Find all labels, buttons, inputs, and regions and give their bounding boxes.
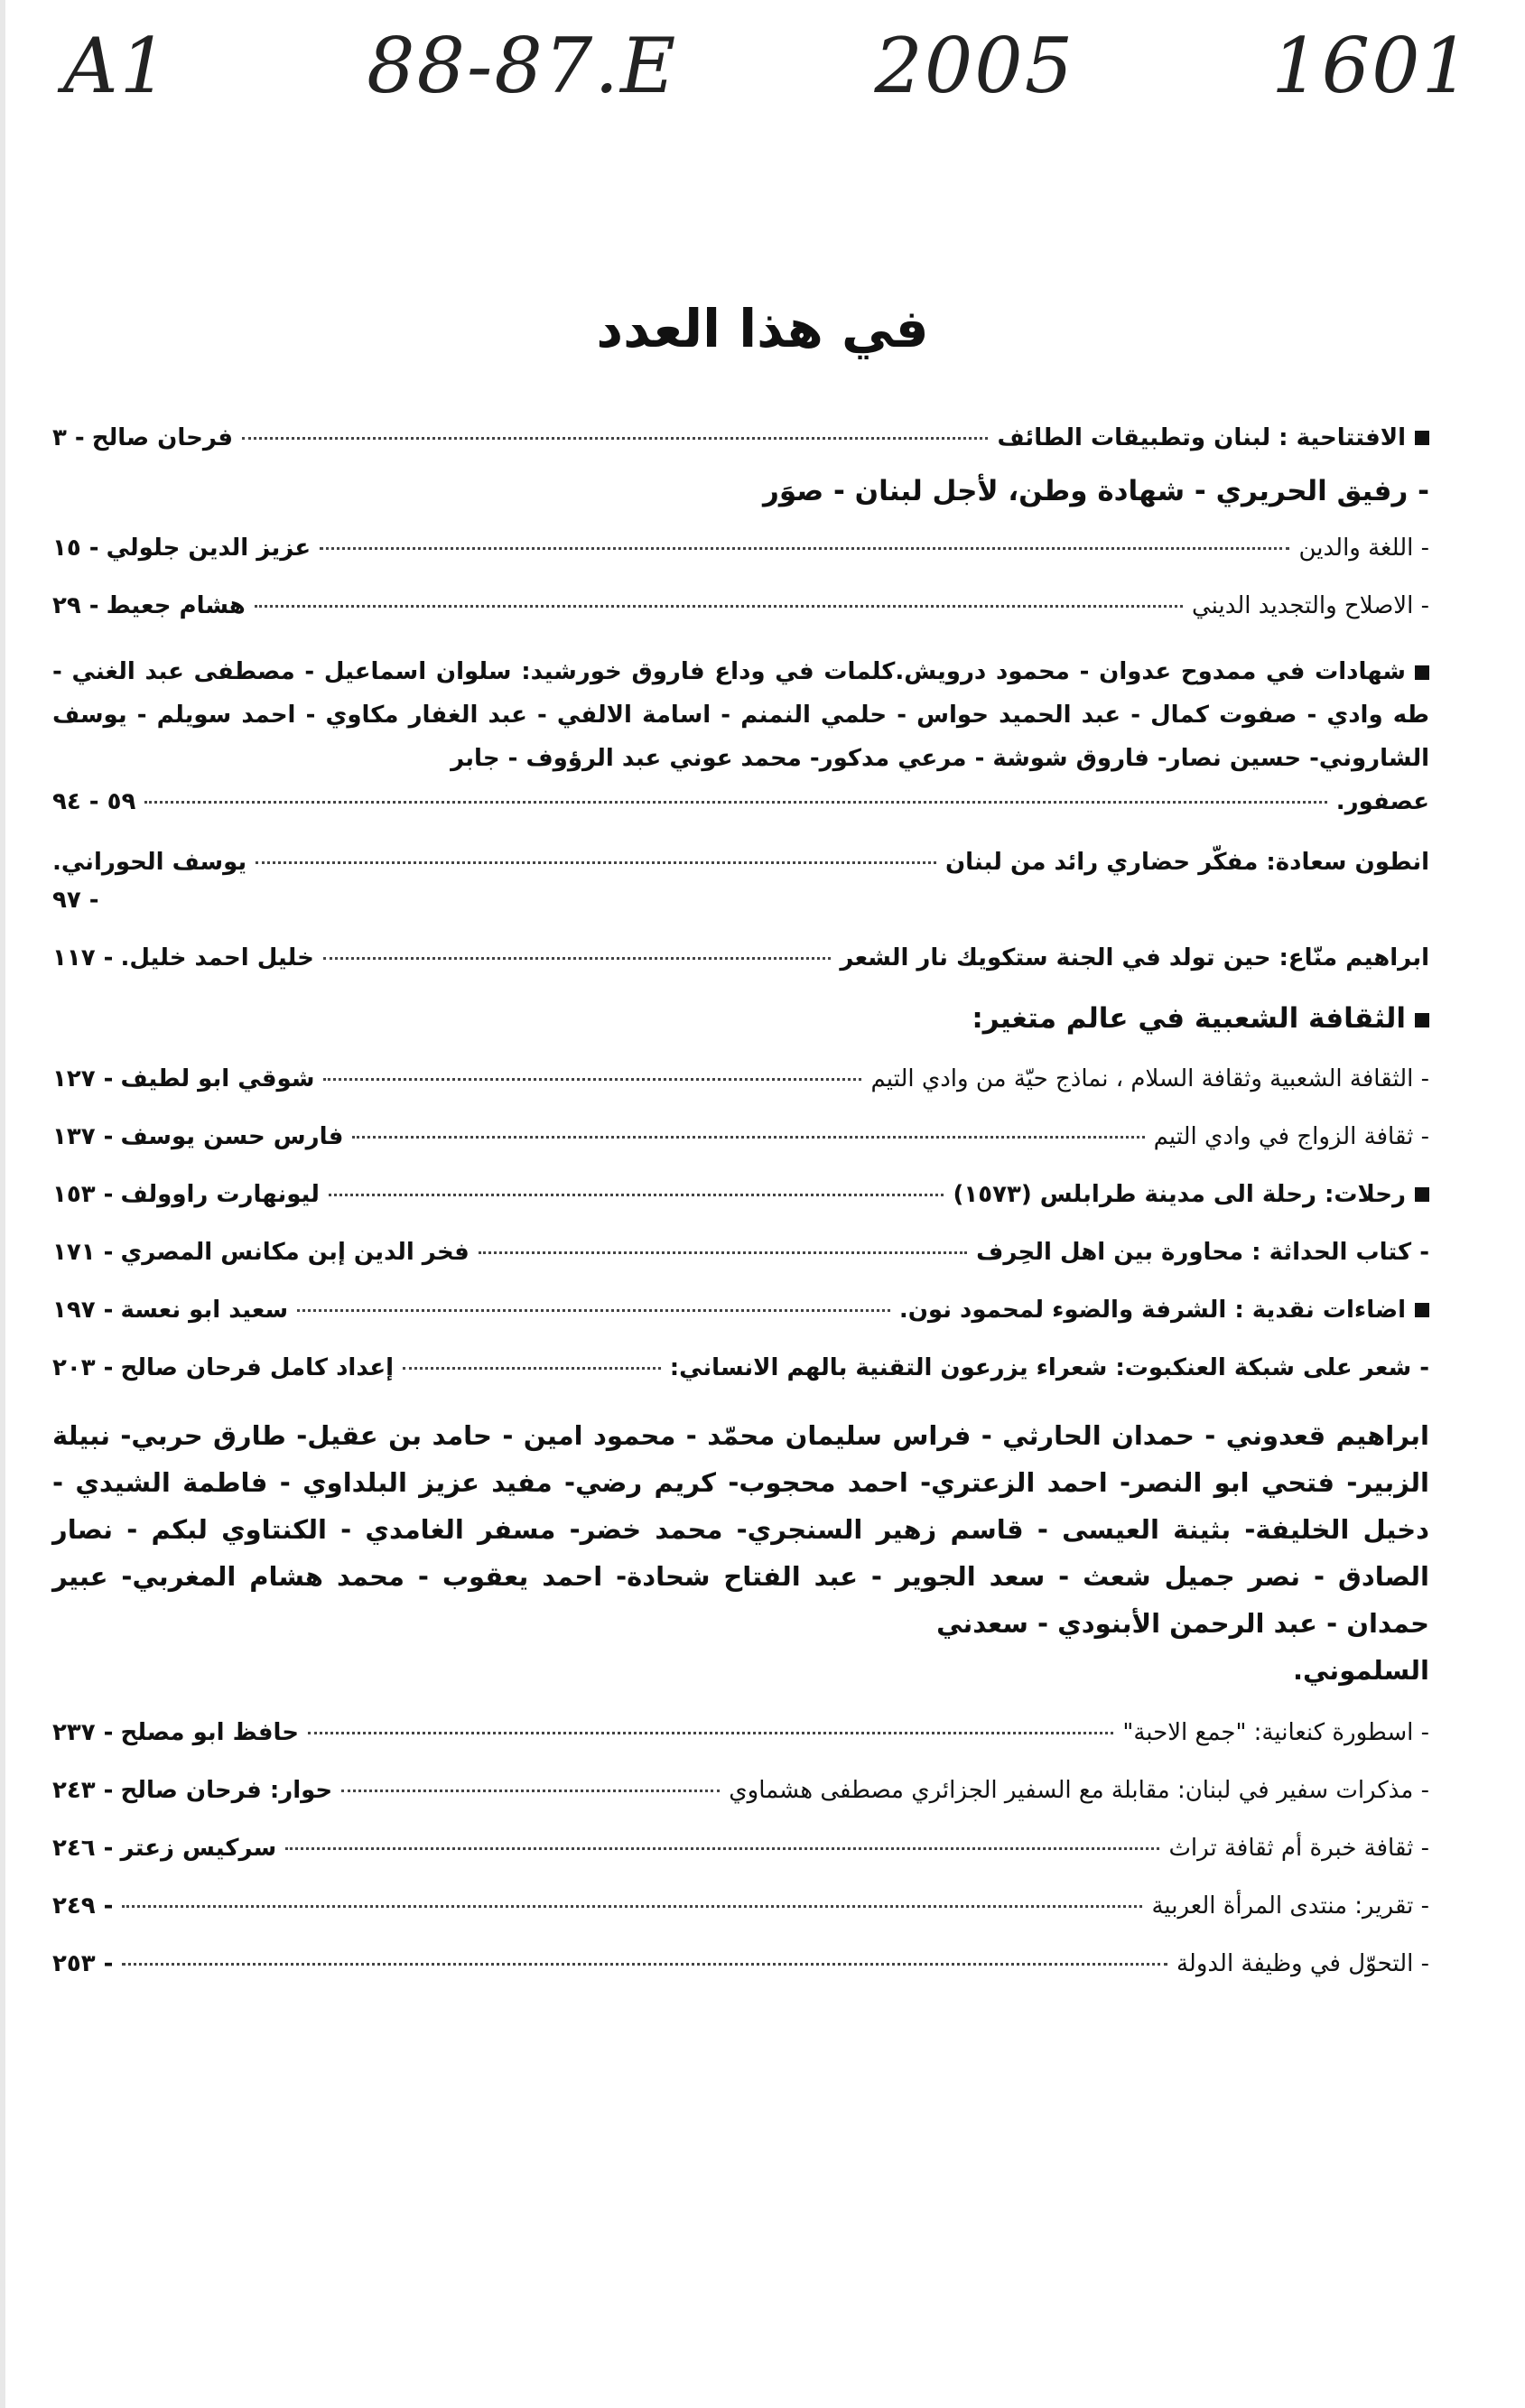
dot-leader (255, 605, 1183, 608)
dot-leader (144, 801, 1326, 804)
entry-page: - ١٢٧ (52, 1065, 114, 1092)
entry-text-last: عصفور. (1335, 788, 1429, 815)
dot-leader (297, 1309, 890, 1312)
entry-title: ابراهيم منّاع: حين تولد في الجنة ستكويك نار الشعر (840, 944, 1429, 972)
dot-leader (329, 1194, 944, 1196)
dot-leader (479, 1251, 967, 1254)
entry-page: - ٣ (52, 424, 85, 451)
entry-title: - اللغة والدين (1298, 535, 1429, 562)
dot-leader (242, 437, 988, 440)
entry-title: - الاصلاح والتجديد الديني (1191, 592, 1429, 619)
toc-entry-ankabut (52, 1354, 1429, 1381)
entry-title: - التحوّل في وظيفة الدولة (1176, 1950, 1429, 1977)
toc-entry-mudhakkirat (52, 1777, 1429, 1804)
entry-text: ابراهيم قعدوني - حمدان الحارثي - فراس سليمان محمّد - محمود امين - حامد بن عقيل- طارق حربي- نبيلة الزبير- فتحي ابو النصر- احمد الزعتري- احمد محجوب- كريم رضي- مفيد عزيز البلداوي - فاطمة الشيدي - دخيل الخليفة- بثينة العيسى - قاسم زهير السنجري- محمد خضر- مسفر الغامدي - الكنتاوي لبكم - نصار الصادق - نصر جميل شعث - سعد الجوير - عبد الفتاح شحادة- احمد يعقوب - محمد هشام المغربي- عبير حمدان - عبد الرحمن الأبنودي - سعدني (52, 1420, 1429, 1639)
square-bullet-icon (1415, 1303, 1429, 1317)
toc-entry-salam (52, 1065, 1429, 1092)
toc-entry-saada (52, 849, 1429, 914)
toc-entry-islah (52, 592, 1429, 619)
square-bullet-icon (1415, 431, 1429, 445)
entry-title: - ثقافة خبرة أم ثقافة تراث (1168, 1835, 1429, 1862)
toc-entry-hadatha (52, 1239, 1429, 1266)
entry-author: خليل احمد خليل. (120, 944, 314, 972)
toc-entry-zawaj (52, 1123, 1429, 1150)
entry-line (52, 849, 1429, 876)
entry-author: فخر الدين إبن مكانس المصري (120, 1239, 470, 1266)
entry-title: - رفيق الحريري - شهادة وطن، لأجل لبنان - صوَر (762, 475, 1429, 507)
dot-leader (403, 1367, 661, 1370)
entry-page: - ١٣٧ (52, 1123, 114, 1150)
entry-page: - ٢٤٣ (52, 1777, 114, 1804)
dot-leader (323, 1078, 861, 1081)
entry-author: فارس حسن يوسف (120, 1123, 344, 1150)
entry-title: - ثقافة الزواج في وادي التيم (1153, 1123, 1429, 1150)
toc-entry-idaat (52, 1297, 1429, 1324)
entry-text-last: السلموني. (1292, 1655, 1429, 1686)
handwritten-catalog-note (63, 16, 1472, 116)
section-heading-thaqafa (52, 1002, 1429, 1035)
dot-leader (320, 547, 1289, 550)
entry-title: انطون سعادة: مفكّر حضاري رائد من لبنان (944, 849, 1429, 876)
square-bullet-icon (1415, 1187, 1429, 1202)
entry-tail (52, 780, 1429, 823)
entry-page: - ٢٩ (52, 592, 99, 619)
entry-text: شهادات في ممدوح عدوان - محمود درويش.كلمات في وداع فاروق خورشيد: سلوان اسماعيل - مصطفى عبد الغني - طه وادي - صفوت كمال - عبد الحميد حواس - حلمي النمنم - اسامة الالفي - عبد الغفار مكاوي - احمد سويلم - يوسف الشاروني- حسين نصار- فاروق شوشة - مرعي مدكور- محمد عوني عبد الرؤوف - جابر (52, 658, 1429, 772)
toc-entry-khibra (52, 1835, 1429, 1862)
square-bullet-icon (1415, 665, 1429, 680)
entry-page: - ١٥٣ (52, 1181, 114, 1208)
section-heading-text: الثقافة الشعبية في عالم متغير: (972, 1002, 1406, 1035)
entry-author: سعيد ابو نعسة (120, 1297, 289, 1324)
toc-entry-shahadat (52, 650, 1429, 823)
dot-leader (256, 861, 936, 864)
handwritten-year: 2005 (874, 22, 1075, 110)
entry-page: - ١١٧ (52, 944, 114, 972)
entry-author: حوار: فرحان صالح (120, 1777, 333, 1804)
entry-page: - ٢٠٣ (52, 1354, 114, 1381)
dot-leader (308, 1732, 1113, 1734)
handwritten-code: 88-87.E (367, 22, 678, 110)
handwritten-number: 1601 (1271, 22, 1472, 110)
entry-title: - مذكرات سفير في لبنان: مقابلة مع السفير الجزائري مصطفى هشماوي (729, 1777, 1429, 1804)
square-bullet-icon (1415, 1013, 1429, 1027)
entry-author: سركيس زعتر (120, 1835, 277, 1862)
entry-page: - ١٩٧ (52, 1297, 114, 1324)
entry-author: عزيز الدين جلولي (106, 535, 312, 562)
toc-entry-rahalat (52, 1181, 1429, 1208)
entry-page: - ٢٥٣ (52, 1950, 114, 1977)
entry-page: ٥٩ - ٩٤ (52, 788, 136, 815)
toc-entry-manaa (52, 944, 1429, 972)
entry-page: - ٢٤٦ (52, 1835, 114, 1862)
entry-title: - الثقافة الشعبية وثقافة السلام ، نماذج حيّة من وادي التيم (870, 1065, 1429, 1092)
entry-page: - ١٧١ (52, 1239, 114, 1266)
dot-leader (285, 1847, 1159, 1850)
handwritten-left: A1 (63, 22, 171, 110)
dot-leader (323, 957, 832, 960)
entry-title: اضاءات نقدية : الشرفة والضوء لمحمود نون. (898, 1297, 1406, 1324)
entry-author: شوقي ابو لطيف (120, 1065, 315, 1092)
entry-page: - ١٥ (52, 535, 99, 562)
entry-title: - اسطورة كنعانية: "جمع الاحبة" (1122, 1719, 1429, 1746)
scan-edge (0, 0, 5, 2408)
toc-entry-shuara (52, 1412, 1429, 1694)
dot-leader (122, 1905, 1142, 1908)
entry-page: - ٢٣٧ (52, 1719, 114, 1746)
entry-page: - ٩٧ (52, 887, 99, 914)
toc-entry-ustura (52, 1719, 1429, 1746)
dot-leader (352, 1136, 1144, 1139)
toc-entry-tahawwul (52, 1950, 1429, 1977)
dot-leader (341, 1790, 720, 1792)
entry-author: هشام جعيط (106, 592, 246, 619)
toc-entry-lugha (52, 535, 1429, 562)
entry-author: فرحان صالح (91, 424, 234, 451)
entry-title: - تقرير: منتدى المرأة العربية (1151, 1892, 1429, 1920)
toc-entry-hariri (52, 475, 1429, 507)
entry-title: الافتتاحية : لبنان وتطبيقات الطائف (997, 424, 1406, 451)
toc-entry-iftitahiya (52, 424, 1429, 451)
entry-title: - شعر على شبكة العنكبوت: شعراء يزرعون التقنية بالهم الانساني: (669, 1354, 1429, 1381)
table-of-contents (52, 424, 1429, 2008)
entry-author: حافظ ابو مصلح (120, 1719, 299, 1746)
entry-title: رحلات: رحلة الى مدينة طرابلس (١٥٧٣) (953, 1181, 1406, 1208)
toc-entry-taqrir (52, 1892, 1429, 1920)
entry-title: - كتاب الحداثة : محاورة بين اهل الحِرف (976, 1239, 1429, 1266)
entry-author: إعداد كامل فرحان صالح (120, 1354, 395, 1381)
entry-author: يوسف الحوراني. (52, 849, 247, 876)
page-title: في هذا العدد (596, 298, 929, 359)
dot-leader (122, 1963, 1167, 1966)
entry-page: - ٢٤٩ (52, 1892, 114, 1920)
entry-author: ليونهارت راوولف (120, 1181, 320, 1208)
